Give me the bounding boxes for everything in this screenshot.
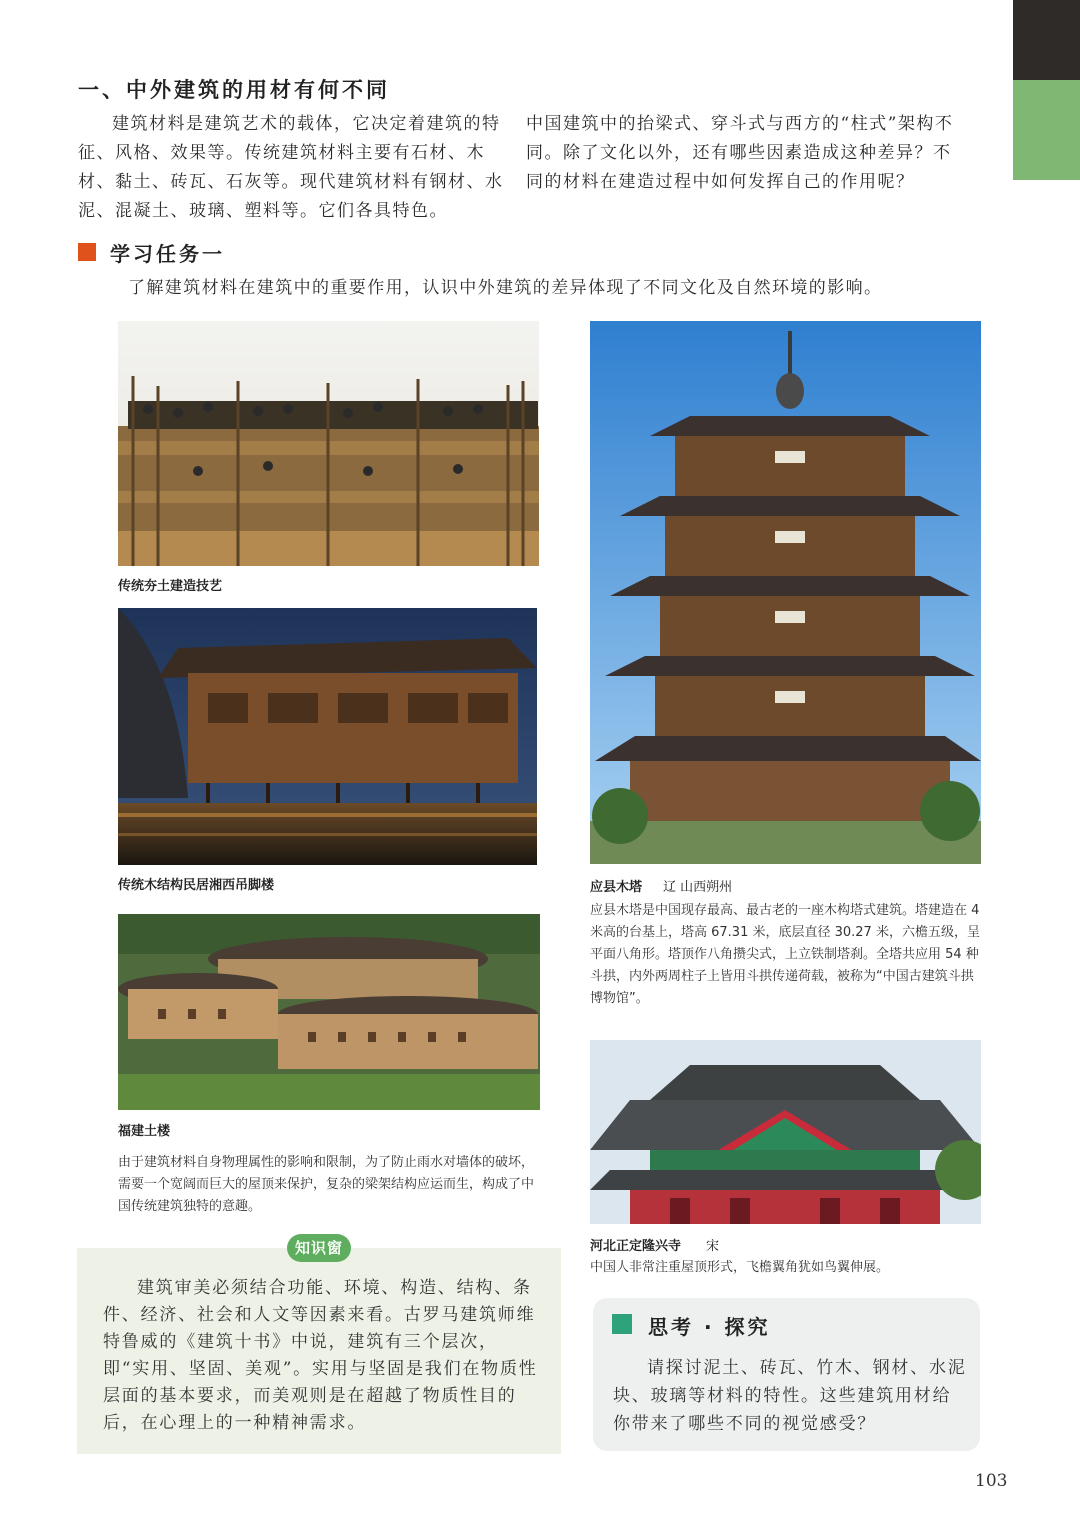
knowledge-window-tag: 知识窗 — [287, 1234, 351, 1262]
longxing-caption-meta: 宋 — [706, 1239, 720, 1254]
task-title: 学习任务一 — [110, 242, 225, 266]
tulou-caption: 福建土楼 — [118, 1124, 171, 1139]
pagoda-photo — [590, 321, 981, 864]
rammed-earth-photo — [118, 321, 539, 566]
stilt-house-caption: 传统木结构民居湘西吊脚楼 — [118, 878, 275, 893]
pagoda-caption-meta: 辽 山西朔州 — [663, 880, 733, 895]
pagoda-description: 应县木塔是中国现存最高、最古老的一座木构塔式建筑。塔建造在 4 米高的台基上，塔高 67.31 米，底层直径 30.27 米，六檐五级，呈平面八角形。塔顶作八角攒尖式，上立铁制塔刹。全塔共应用 54 种斗拱，内外两周柱子上皆用斗拱传递荷载，被称为“中国古建筑斗拱博物馆”。 — [590, 903, 980, 1006]
longxing-description: 中国人非常注重屋顶形式，飞檐翼角犹如鸟翼伸展。 — [590, 1260, 890, 1275]
corner-tab-dark — [1013, 0, 1080, 80]
think-explore-text: 请探讨泥土、砖瓦、竹木、钢材、水泥块、玻璃等材料的特性。这些建筑用材给你带来了哪些不同的视觉感受？ — [613, 1358, 967, 1434]
intro-paragraph-right: 中国建筑中的抬梁式、穿斗式与西方的“柱式”架构不同。除了文化以外，还有哪些因素造成这种差异？不同的材料在建造过程中如何发挥自己的作用呢？ — [526, 114, 954, 192]
think-marker-icon — [612, 1314, 632, 1334]
stilt-house-photo — [118, 608, 537, 865]
knowledge-window-text: 建筑审美必须结合功能、环境、构造、结构、条件、经济、社会和人文等因素来看。古罗马建筑师维特鲁威的《建筑十书》中说，建筑有三个层次，即“实用、坚固、美观”。实用与坚固是我们在物质性层面的基本要求，而美观则是在超越了物质性目的后，在心理上的一种精神需求。 — [103, 1278, 538, 1433]
longxing-temple-photo — [590, 1040, 981, 1224]
section-title: 一、中外建筑的用材有何不同 — [78, 78, 390, 102]
tulou-photo — [118, 914, 540, 1110]
intro-paragraph-left: 建筑材料是建筑艺术的载体，它决定着建筑的特征、风格、效果等。传统建筑材料主要有石材、木材、黏土、砖瓦、石灰等。现代建筑材料有钢材、水泥、混凝土、玻璃、塑料等。它们各具特色。 — [78, 114, 504, 221]
pagoda-caption-name: 应县木塔 — [590, 880, 643, 895]
corner-tab-green — [1013, 80, 1080, 180]
think-explore-title: 思考 · 探究 — [648, 1315, 771, 1339]
rammed-earth-caption: 传统夯土建造技艺 — [118, 579, 223, 594]
longxing-caption-name: 河北正定隆兴寺 — [590, 1239, 682, 1254]
task-marker-icon — [78, 243, 96, 261]
tulou-description: 由于建筑材料自身物理属性的影响和限制，为了防止雨水对墙体的破坏，需要一个宽阔而巨大的屋顶来保护，复杂的梁架结构应运而生，构成了中国传统建筑独特的意趣。 — [118, 1155, 535, 1214]
task-description: 了解建筑材料在建筑中的重要作用，认识中外建筑的差异体现了不同文化及自然环境的影响。 — [128, 278, 883, 298]
page-number: 103 — [975, 1471, 1008, 1491]
